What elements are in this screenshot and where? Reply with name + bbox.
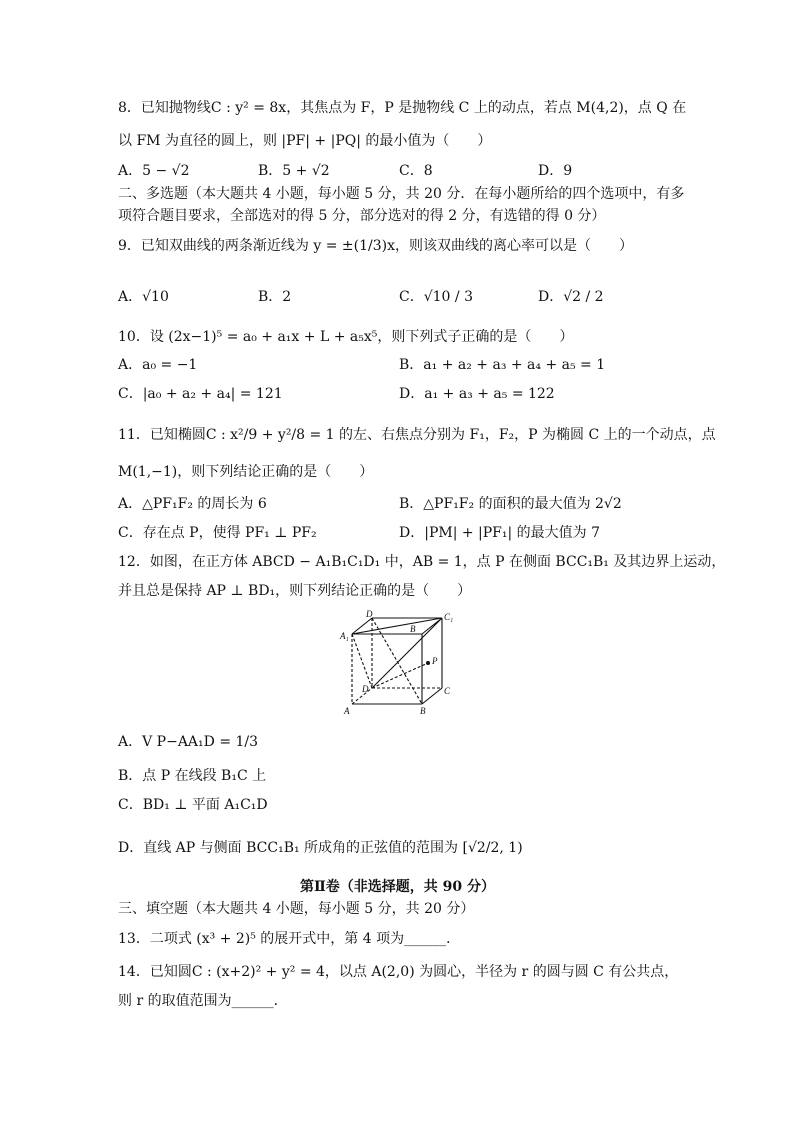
- label-b1: B: [410, 624, 416, 634]
- label-b: B: [420, 706, 426, 716]
- q8-option-a: A．5 − √2: [118, 163, 190, 179]
- q10-option-a: A．a₀ = −1: [118, 357, 198, 373]
- q8-option-b: B．5 + √2: [258, 163, 330, 179]
- q8-option-c: C．8: [399, 163, 433, 179]
- q11-option-a: A．△PF₁F₂ 的周长为 6: [118, 496, 267, 512]
- q13-line: 13．二项式 (x³ + 2)⁵ 的展开式中，第 4 项为______．: [118, 931, 461, 947]
- label-c: C: [444, 686, 451, 696]
- section2-line1: 二、多选题（本大题共 4 小题，每小题 5 分，共 20 分．在每小题所给的四个选项中，有多: [118, 186, 685, 202]
- part2-title: 第Ⅱ卷（非选择题，共 90 分）: [300, 879, 496, 895]
- label-d1: D: [366, 609, 373, 619]
- q11-line2: M(1,−1)，则下列结论正确的是（ ）: [118, 464, 374, 480]
- q10-option-d: D．a₁ + a₃ + a₅ = 122: [399, 386, 555, 402]
- q8-line2: 以 FM 为直径的圆上，则 |PF| + |PQ| 的最小值为（ ）: [118, 133, 492, 149]
- q12-line1: 12．如图，在正方体 ABCD − A₁B₁C₁D₁ 中，AB = 1，点 P 在侧面 BCC₁B₁ 及其边界上运动，: [118, 554, 726, 570]
- q9-line1: 9．已知双曲线的两条渐近线为 y = ±(1/3)x，则该双曲线的离心率可以是（ ）: [118, 238, 633, 254]
- q9-option-d: D．√2 / 2: [538, 289, 604, 305]
- edge-b-c: [422, 688, 442, 704]
- q10-line1: 10．设 (2x−1)⁵ = a₀ + a₁x + L + a₅x⁵，则下列式子正确的是（ ）: [118, 329, 574, 345]
- q9-option-b: B．2: [258, 289, 292, 305]
- label-c1: C₁: [444, 612, 454, 622]
- q8-line1: 8．已知抛物线C : y² = 8x，其焦点为 F，P 是抛物线 C 上的动点，若点 M(4,2)，点 Q 在: [118, 100, 687, 116]
- q12-option-d: D．直线 AP 与侧面 BCC₁B₁ 所成角的正弦值的范围为 [√2/2, 1): [118, 840, 523, 856]
- label-a: A: [344, 706, 350, 716]
- q12-line2: 并且总是保持 AP ⊥ BD₁，则下列结论正确的是（ ）: [118, 583, 472, 599]
- q11-line1: 11．已知椭圆C : x²/9 + y²/8 = 1 的左、右焦点分别为 F₁，F₂，P 为椭圆 C 上的一个动点，点: [118, 427, 716, 443]
- edge-a1-d1: [352, 618, 372, 634]
- q11-option-c: C．存在点 P，使得 PF₁ ⊥ PF₂: [118, 525, 317, 541]
- q11-option-d: D．|PM| + |PF₁| 的最大值为 7: [399, 525, 601, 541]
- q12-option-a: A．V P−AA₁D = 1/3: [118, 734, 259, 750]
- q10-option-b: B．a₁ + a₂ + a₃ + a₄ + a₅ = 1: [399, 357, 606, 373]
- q14-line2: 则 r 的取值范围为______．: [118, 993, 288, 1009]
- cube-figure: [338, 608, 458, 718]
- q9-option-a: A．√10: [118, 289, 169, 305]
- diag-a1-d: [352, 634, 372, 688]
- q12-option-c: C．BD₁ ⊥ 平面 A₁C₁D: [118, 797, 268, 813]
- q12-option-b: B．点 P 在线段 B₁C 上: [118, 768, 267, 784]
- point-p: [426, 661, 430, 665]
- q11-option-b: B．△PF₁F₂ 的面积的最大值为 2√2: [399, 496, 622, 512]
- section3-heading: 三、填空题（本大题共 4 小题，每小题 5 分，共 20 分）: [118, 901, 475, 917]
- section2-line2: 项符合题目要求，全部选对的得 5 分，部分选对的得 2 分，有选错的得 0 分）: [118, 208, 606, 224]
- label-p: P: [432, 656, 438, 666]
- label-a1: A₁: [340, 631, 349, 641]
- q14-line1: 14．已知圆C : (x+2)² + y² = 4，以点 A(2,0) 为圆心，半径为 r 的圆与圆 C 有公共点，: [118, 964, 679, 980]
- label-d: D: [362, 684, 369, 694]
- q10-option-c: C．|a₀ + a₂ + a₄| = 121: [118, 386, 283, 402]
- q9-option-c: C．√10 / 3: [399, 289, 473, 305]
- q8-option-d: D．9: [538, 163, 573, 179]
